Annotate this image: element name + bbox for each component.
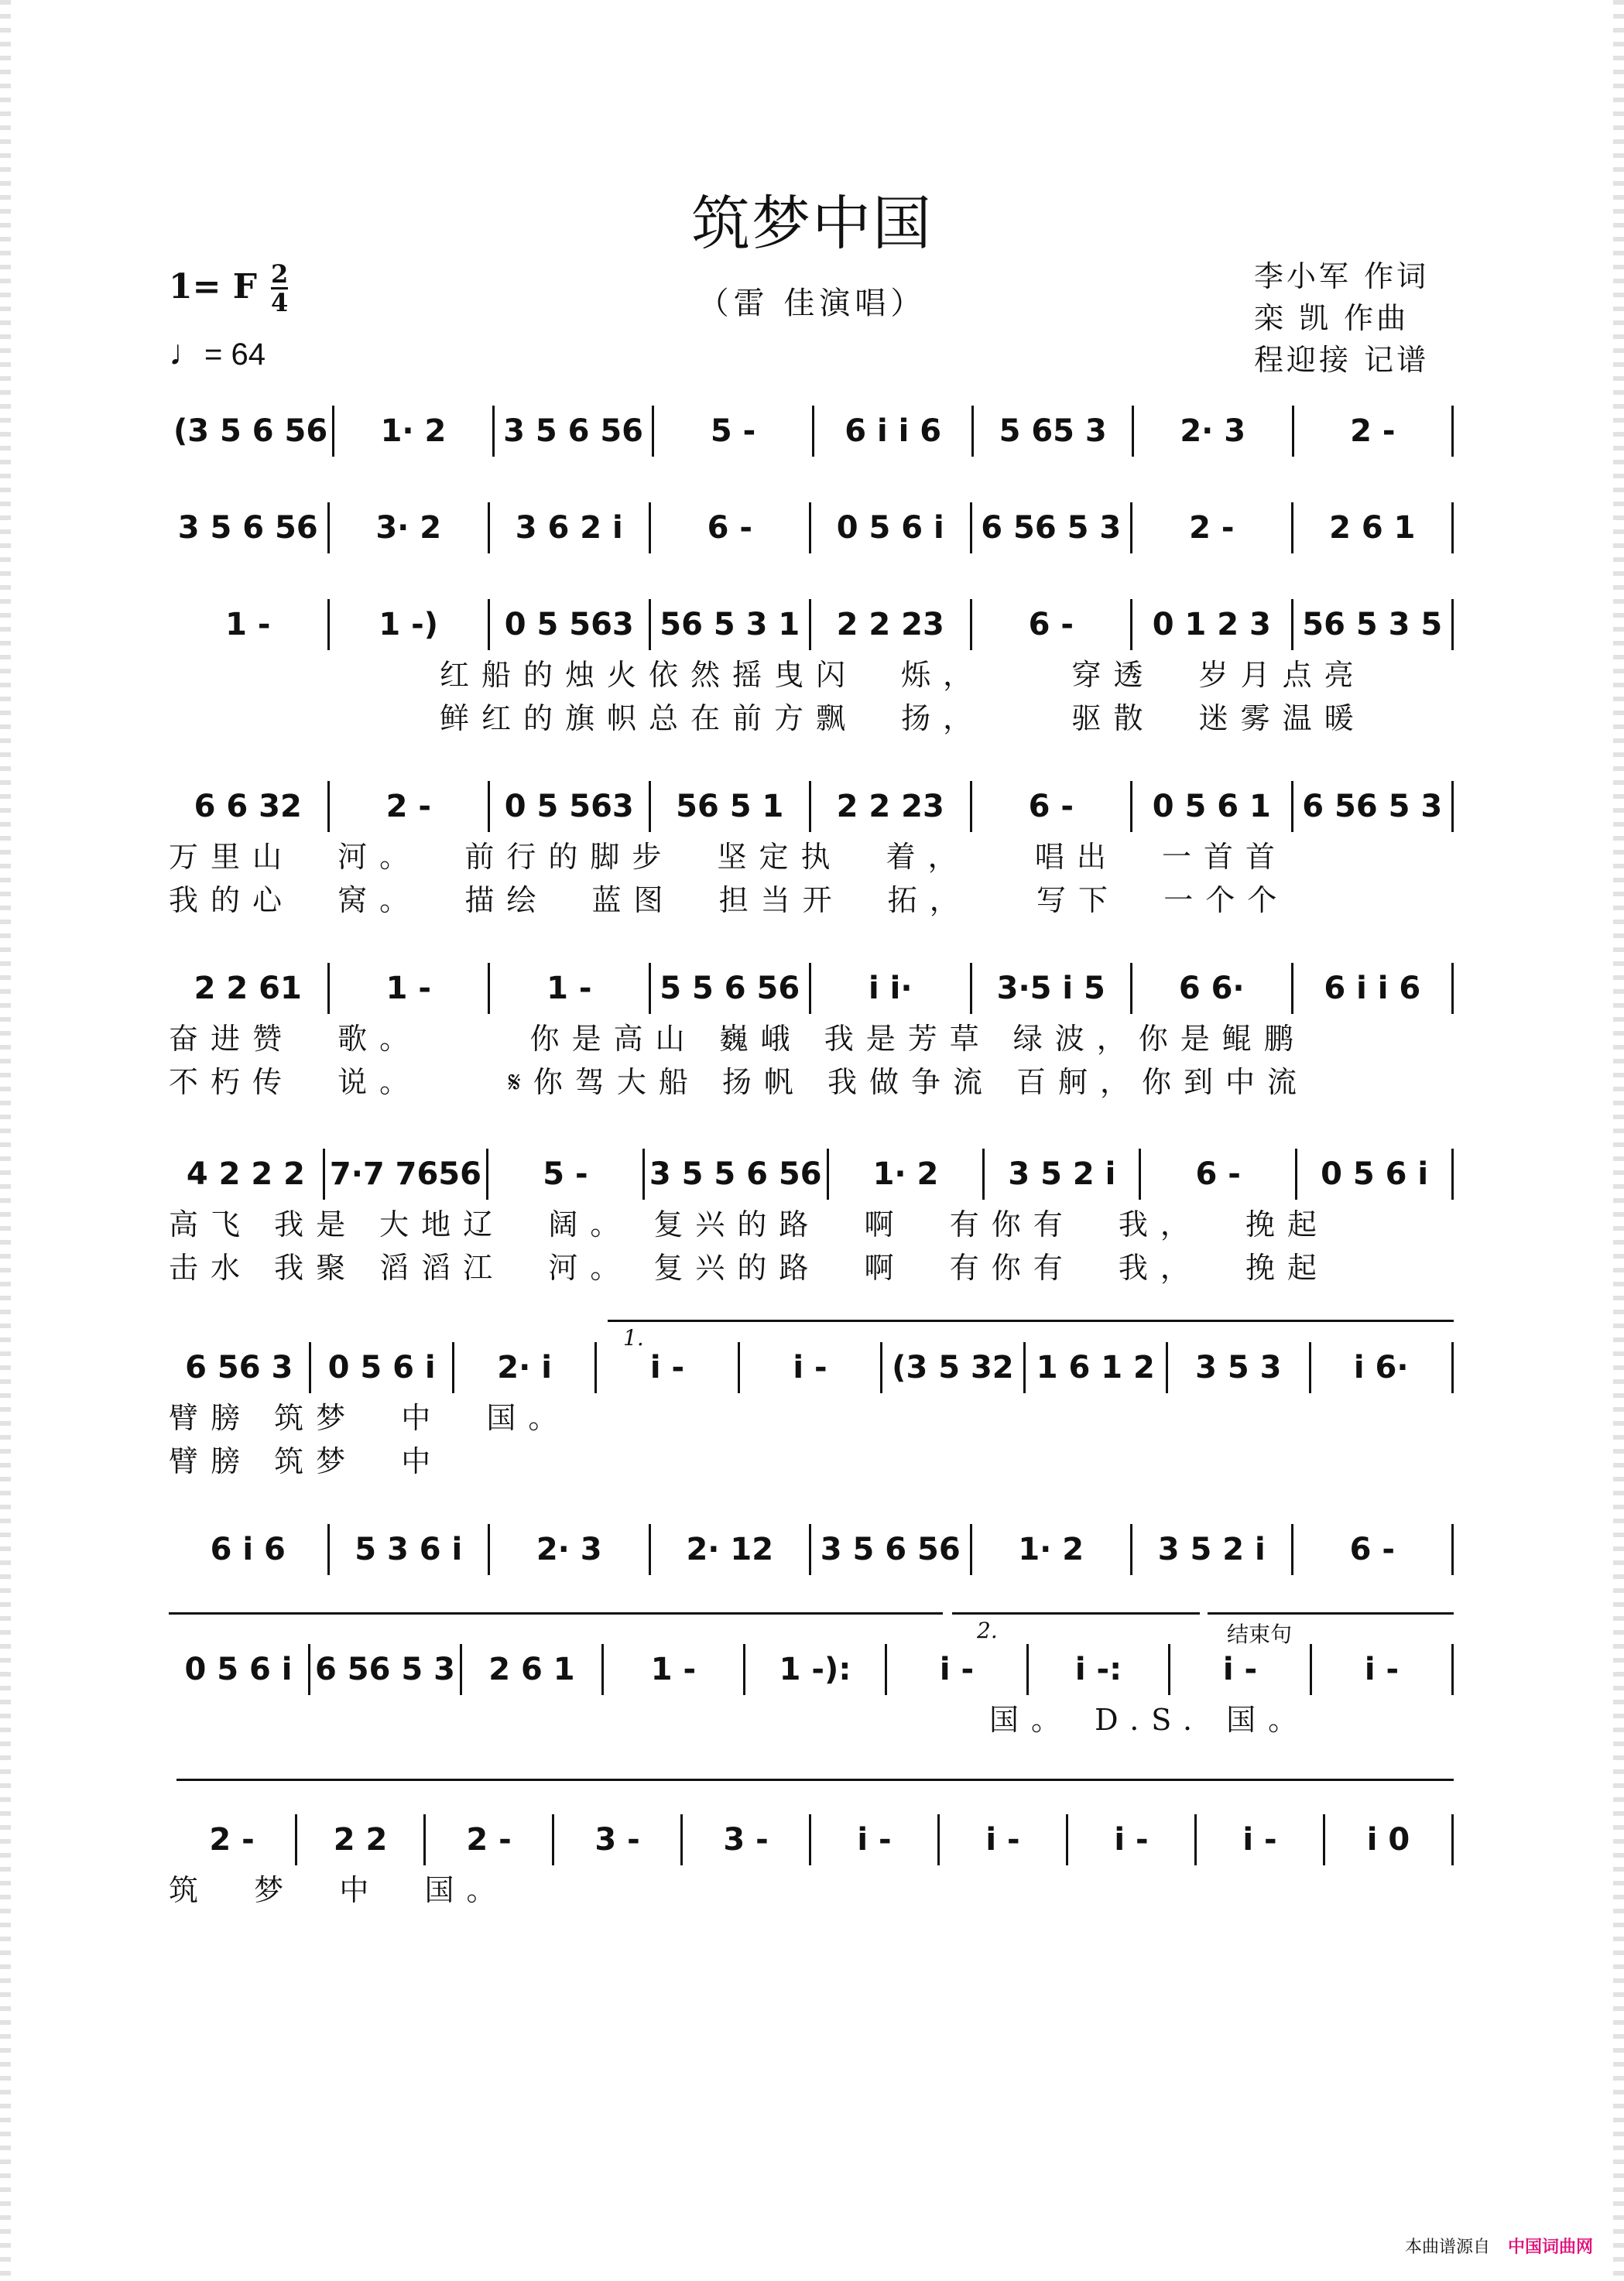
measure: 3 5 2 i	[1157, 1532, 1266, 1567]
notes-row	[169, 402, 1454, 460]
barline	[1451, 963, 1454, 1014]
measure: 6 6·	[1178, 971, 1245, 1006]
measure: 6 i 6	[210, 1532, 286, 1567]
measure: 5 3 6 i	[355, 1532, 463, 1567]
barline	[1451, 502, 1454, 553]
transcriber-credit: 程迎接 记谱	[1254, 343, 1430, 377]
notes-row	[169, 1811, 1454, 1868]
measure: i -	[1114, 1822, 1149, 1858]
lyricist-credit: 李小军 作词	[1254, 259, 1430, 293]
lyric-line-2: 击水 我聚 滔滔江 河。 复兴的路 啊 有你有 我， 挽起	[169, 1251, 1330, 1285]
measure: 2· 3	[536, 1532, 602, 1567]
system-10	[169, 1811, 1454, 1912]
measure: 2 -	[209, 1822, 255, 1858]
measure: 1· 2	[1018, 1532, 1084, 1567]
volta-2-label: 2.	[977, 1618, 998, 1643]
measure: 1· 2	[380, 413, 447, 449]
measure: 7·7 7656	[329, 1156, 481, 1192]
measure: 2· i	[497, 1350, 552, 1385]
measure: i -	[939, 1652, 975, 1687]
lyric-line-2: 鲜红的旗帜总在前方飘 扬， 驱散 迷雾温暖	[440, 701, 1366, 735]
barline	[1451, 1149, 1454, 1200]
measure: 2· 12	[686, 1532, 774, 1567]
measure: 2 -	[1189, 510, 1235, 546]
measure: 5 -	[543, 1156, 588, 1192]
measure: (3 5 32	[892, 1350, 1014, 1385]
measure: 1 -)	[379, 607, 439, 642]
measure: i -	[1364, 1652, 1400, 1687]
lyric-line-2: 不朽传 说。 𝄋你驾大船 扬帆 我做争流 百舸，你到中流	[169, 1065, 1310, 1099]
quarter-note-icon: ♩	[169, 332, 204, 372]
system-7	[169, 1339, 1454, 1483]
measure: 3 -	[723, 1822, 769, 1858]
footer	[1405, 2234, 1593, 2258]
measure: 2 -	[385, 789, 431, 824]
measure: 2 -	[466, 1822, 512, 1858]
system-1	[169, 402, 1454, 460]
repeat-span-line	[169, 1612, 943, 1615]
measure: 3·5 i 5	[996, 971, 1105, 1006]
measure: 2 2	[333, 1822, 388, 1858]
system-8	[169, 1521, 1454, 1578]
measure: 6 56 5 3	[1302, 789, 1443, 824]
measure: 0 5 6 i	[327, 1350, 436, 1385]
barline	[1451, 406, 1454, 457]
notes-row	[169, 1146, 1454, 1203]
measure: 3 -	[594, 1822, 640, 1858]
footer-site-link[interactable]: 中国词曲网	[1507, 2238, 1593, 2257]
measure: 6 -	[1349, 1532, 1395, 1567]
lyric-line-1: 万里山 河。 前行的脚步 坚定执 着， 唱出 一首首	[169, 840, 1288, 874]
measure: 6 i i 6	[845, 413, 942, 449]
measure: i -	[649, 1350, 685, 1385]
measure: 6 -	[1028, 789, 1074, 824]
measure: 56 5 1	[676, 789, 784, 824]
measure: 3 5 3	[1195, 1350, 1282, 1385]
measure: 2· 3	[1180, 413, 1246, 449]
measure: 3 5 6 56	[503, 413, 643, 449]
notes-row	[169, 778, 1454, 835]
measure: i 0	[1366, 1822, 1410, 1858]
notes-row	[169, 1521, 1454, 1578]
measure: i -	[1242, 1822, 1277, 1858]
time-signature-top: 2	[271, 259, 289, 289]
ending-bracket	[1208, 1612, 1454, 1615]
measure: 3 5 6 56	[177, 510, 318, 546]
measure: 5 65 3	[999, 413, 1107, 449]
measure: 56 5 3 5	[1302, 607, 1443, 642]
measure: i -	[985, 1822, 1020, 1858]
volta-bracket-2	[952, 1612, 1200, 1615]
notes-row	[169, 960, 1454, 1017]
measure: 1 -	[385, 971, 431, 1006]
lyric-line-2: 我的心 窝。 描绘 蓝图 担当开 拓， 写下 一个个	[169, 883, 1290, 917]
measure: 3 5 2 i	[1008, 1156, 1116, 1192]
footer-source: 本曲谱源自	[1404, 2238, 1490, 2257]
system-9	[169, 1641, 1454, 1742]
measure: 0 5 6 1	[1152, 789, 1271, 824]
time-signature-bottom: 4	[271, 288, 289, 317]
barline	[1451, 781, 1454, 832]
measure: (3 5 6 56	[173, 413, 328, 449]
notes-row	[169, 499, 1454, 557]
measure: 4 2 2 2	[186, 1156, 305, 1192]
credits	[1254, 255, 1429, 381]
measure: 2 2 23	[836, 789, 944, 824]
composer-credit: 栾 凯 作曲	[1254, 301, 1410, 335]
volta-bracket-1	[608, 1320, 1454, 1322]
barline	[1451, 1342, 1454, 1393]
measure: 3 5 6 56	[820, 1532, 961, 1567]
measure: 3 6 2 i	[515, 510, 623, 546]
measure: 0 5 6 i	[1321, 1156, 1429, 1192]
measure: 0 1 2 3	[1152, 607, 1271, 642]
left-border-strip	[0, 0, 11, 2281]
measure: 0 5 6 i	[184, 1652, 293, 1687]
lyric-line-1: 臂膀 筑梦 中 国。	[169, 1401, 570, 1435]
measure: 6 56 3	[185, 1350, 293, 1385]
song-title: 筑梦中国	[691, 189, 933, 258]
tempo-value: = 64	[204, 337, 266, 372]
measure: i -	[793, 1350, 827, 1385]
notes-row	[169, 1339, 1454, 1396]
system-4	[169, 778, 1454, 922]
tempo-marking	[169, 331, 266, 373]
measure: 6 56 5 3	[981, 510, 1122, 546]
measure: 0 5 563	[504, 789, 634, 824]
barline	[1451, 1644, 1454, 1695]
measure: 1 6 1 2	[1036, 1350, 1155, 1385]
measure: 0 5 6 i	[836, 510, 944, 546]
lyric-line-1: 国。 D.S. 国。	[989, 1703, 1311, 1737]
measure: 6 -	[707, 510, 752, 546]
measure: i -	[857, 1822, 892, 1858]
measure: 5 -	[710, 413, 756, 449]
measure: 5 5 6 56	[660, 971, 800, 1006]
performer-subtitle: （雷 佳演唱）	[697, 286, 927, 321]
measure: 1 -	[650, 1652, 697, 1687]
measure: 0 5 563	[504, 607, 634, 642]
measure: 1 -):	[779, 1652, 851, 1687]
coda-bracket	[176, 1779, 1454, 1781]
lyric-line-1: 奋进赞 歌。 你是高山 巍峨 我是芳草 绿波，你是鲲鹏	[169, 1022, 1306, 1056]
barline	[1451, 1814, 1454, 1865]
lyric-line-1: 高飞 我是 大地辽 阔。 复兴的路 啊 有你有 我， 挽起	[169, 1207, 1330, 1242]
lyric-line-1: 红船的烛火依然摇曳闪 烁， 穿透 岁月点亮	[440, 658, 1366, 692]
system-5	[169, 960, 1454, 1104]
key-signature: 1= F	[169, 267, 258, 307]
time-signature	[271, 259, 289, 317]
notes-row	[169, 596, 1454, 653]
measure: 2 -	[1350, 413, 1396, 449]
measure: 1· 2	[872, 1156, 939, 1192]
barline	[1451, 599, 1454, 650]
measure: 2 2 61	[194, 971, 302, 1006]
measure: 6 -	[1195, 1156, 1241, 1192]
measure: i -	[1222, 1652, 1258, 1687]
system-3	[169, 596, 1454, 740]
measure: 2 6 1	[488, 1652, 575, 1687]
ending-label: 结束句	[1227, 1622, 1293, 1647]
measure: i 6·	[1353, 1350, 1409, 1385]
system-6	[169, 1146, 1454, 1289]
measure: 2 2 23	[836, 607, 944, 642]
measure: i i·	[868, 971, 913, 1006]
measure: 2 6 1	[1329, 510, 1416, 546]
measure: 3 5 5 6 56	[649, 1156, 822, 1192]
measure: 3· 2	[375, 510, 442, 546]
measure: 6 i i 6	[1324, 971, 1421, 1006]
lyric-line-1: 筑 梦 中 国。	[169, 1873, 509, 1907]
measure: i -:	[1074, 1652, 1122, 1687]
measure: 6 -	[1028, 607, 1074, 642]
measure: 1 -	[225, 607, 271, 642]
measure: 6 6 32	[194, 789, 302, 824]
lyric-line-2: 臂膀 筑梦 中	[169, 1444, 444, 1478]
system-2	[169, 499, 1454, 557]
right-border-strip	[1613, 0, 1624, 2281]
volta-1-label: 1.	[623, 1325, 644, 1351]
measure: 6 56 5 3	[315, 1652, 455, 1687]
barline	[1451, 1524, 1454, 1575]
measure: 56 5 3 1	[660, 607, 800, 642]
measure: 1 -	[546, 971, 592, 1006]
notes-row	[169, 1641, 1454, 1698]
